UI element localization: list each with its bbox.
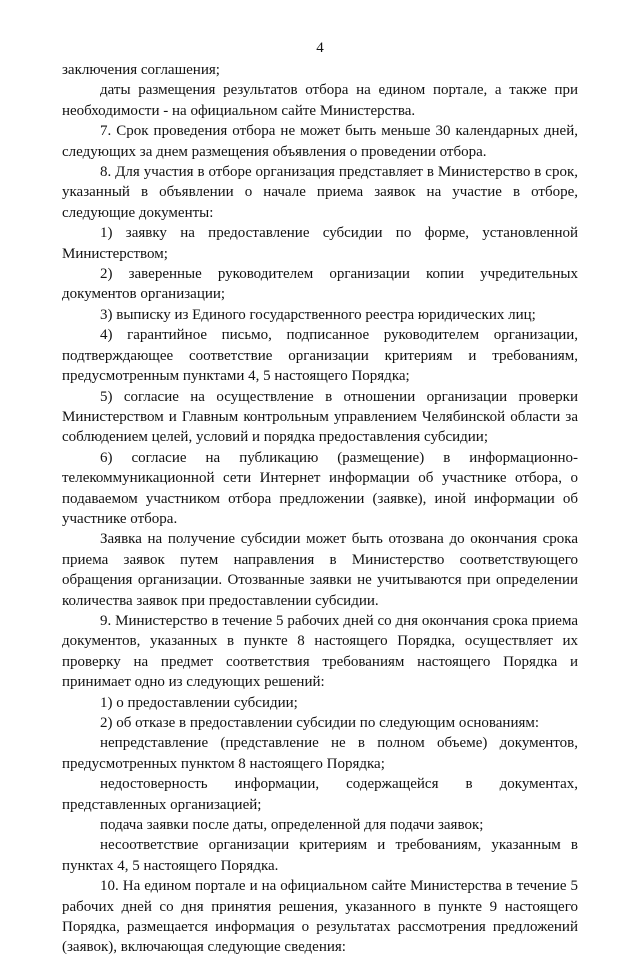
list-item: 6) согласие на публикацию (размещение) в информационно-телекоммуникационной сети Интернет информации об участнике отбора, о подаваемом участником отбора предложении (заявке), иной информации об участнике отбора. (62, 449, 578, 527)
list-item: недостоверность информации, содержащейся в документах, представленных организацией; (62, 776, 578, 813)
paragraph: заключения соглашения; (62, 62, 220, 78)
document-body (62, 60, 578, 958)
paragraph: Заявка на получение субсидии может быть отозвана до окончания срока приема заявок путем направления в Министерство соответствующего обращения организации. Отозванные заявки не учитываются при определении количества заявок при предоставлении субсидии. (62, 531, 578, 609)
list-item: непредставление (представление не в полном объеме) документов, предусмотренных пунктом 8 настоящего Порядка; (62, 735, 578, 772)
list-item: 3) выписку из Единого государственного реестра юридических лиц; (100, 306, 536, 323)
list-item: несоответствие организации критериям и требованиям, указанным в пунктах 4, 5 настоящего Порядка. (62, 837, 578, 874)
list-item: 1) заявку на предоставление субсидии по форме, установленной Министерством; (62, 225, 578, 262)
list-item: 4) гарантийное письмо, подписанное руководителем организации, подтверждающее соответствие организации критериям и требованиям, предусмотренным пунктами 4, 5 настоящего Порядка; (62, 327, 578, 385)
paragraph: 10. На едином портале и на официальном сайте Министерства в течение 5 рабочих дней со дня принятия решения, указанного в пункте 9 настоящего Порядка, размещается информация о результатах рассмотрения предложений (заявок), включающая следующие сведения: (62, 878, 578, 956)
paragraph: 7. Срок проведения отбора не может быть меньше 30 календарных дней, следующих за днем размещения объявления о проведении отбора. (62, 123, 578, 160)
list-item: 2) об отказе в предоставлении субсидии по следующим основаниям: (100, 715, 540, 731)
list-item: 5) согласие на осуществление в отношении организации проверки Министерством и Главным контрольным управлением Челябинской области за соблюдением целей, условий и порядка предоставления субсидии; (62, 388, 578, 446)
paragraph: даты размещения результатов отбора на едином портале, а также при необходимости - на официальном сайте Министерства. (62, 82, 578, 119)
page-number: 4 (316, 40, 324, 56)
list-item: 2) заверенные руководителем организации копии учредительных документов организации; (62, 266, 578, 303)
paragraph: 9. Министерство в течение 5 рабочих дней со дня окончания срока приема документов, указанных в пункте 8 настоящего Порядка, осуществляет их проверку на предмет соответствия требованиям настоящего Порядка и принимает одно из следующих решений: (62, 612, 578, 691)
paragraph: 8. Для участия в отборе организация представляет в Министерство в срок, указанный в объявлении о начале приема заявок на участие в отборе, следующие документы: (62, 164, 578, 221)
list-item: подача заявки после даты, определенной для подачи заявок; (100, 817, 484, 834)
list-item: 1) о предоставлении субсидии; (100, 694, 298, 711)
